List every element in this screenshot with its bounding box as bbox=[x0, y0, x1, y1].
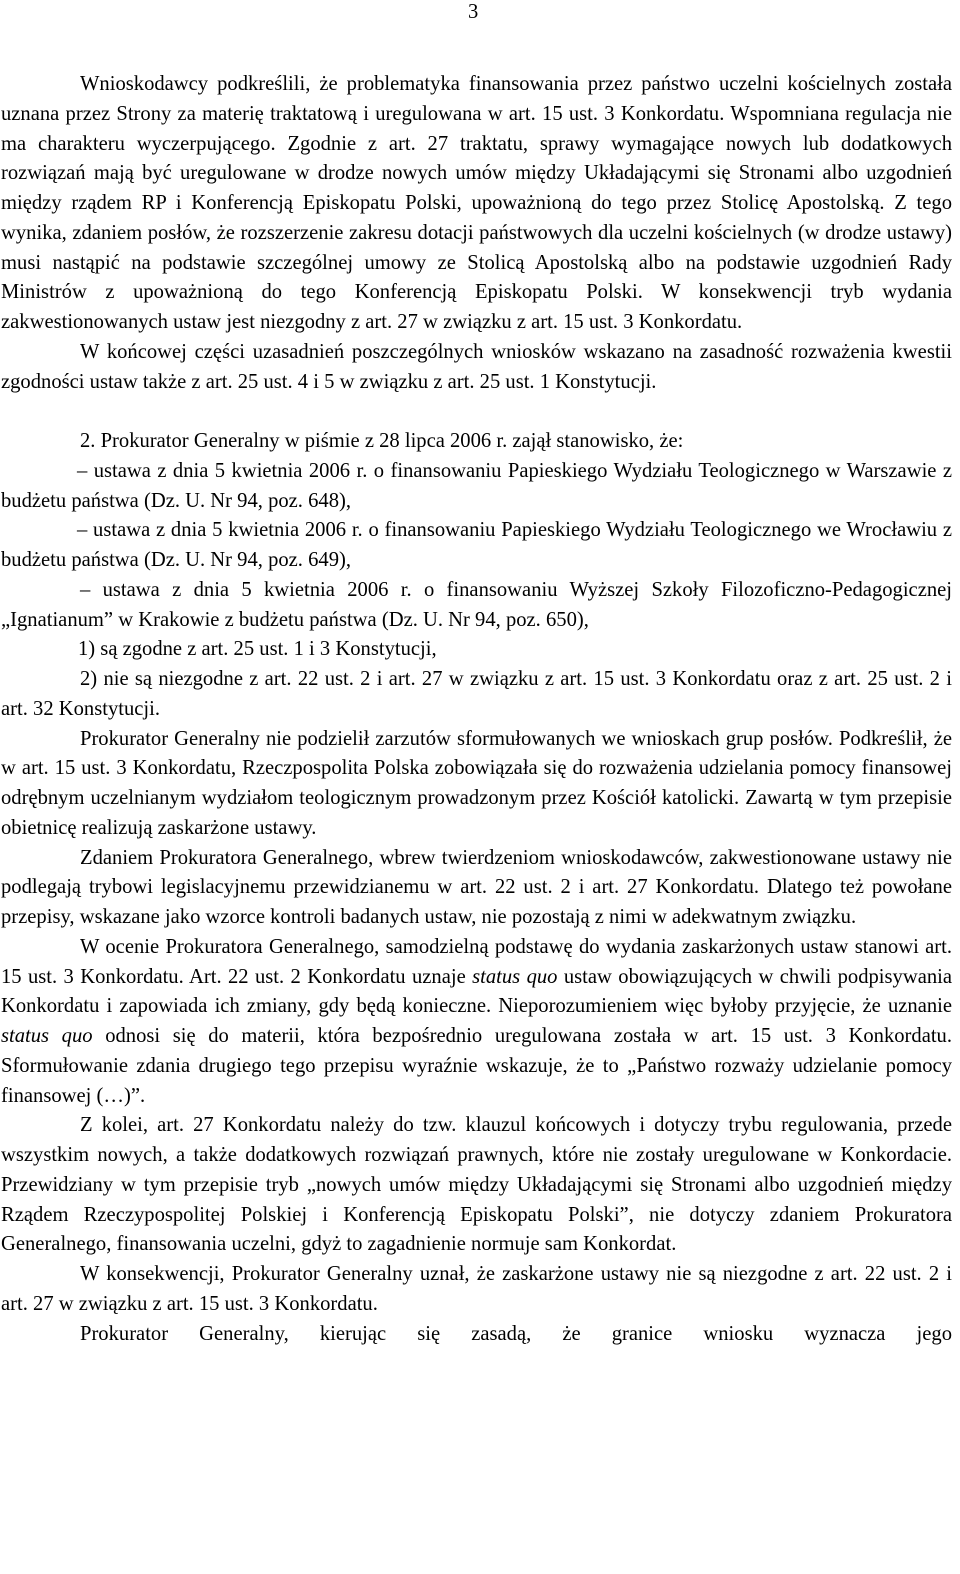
numbered-item: 2) nie są niezgodne z art. 22 ust. 2 i art. 27 w związku z art. 15 ust. 3 Konkordatu oraz z art. 25 ust. 2 i art. 32 Konstytucji. bbox=[1, 668, 952, 720]
section-heading: 2. Prokurator Generalny w piśmie z 28 lipca 2006 r. zajął stanowisko, że: bbox=[80, 430, 684, 452]
paragraph: W konsekwencji, Prokurator Generalny uznał, że zaskarżone ustawy nie są niezgodne z art. 22 ust. 2 i art. 27 w związku z art. 15 ust. 3 Konkordatu. bbox=[1, 1263, 952, 1315]
paragraph: Prokurator Generalny, kierując się zasadą, że granice wniosku wyznacza jego bbox=[80, 1322, 952, 1345]
paragraph: W końcowej części uzasadnień poszczególnych wniosków wskazano na zasadność rozważenia kwestii zgodności ustaw także z art. 25 ust. 4 i 5 w związku z art. 25 ust. 1 Konstytucji. bbox=[1, 340, 952, 393]
paragraph-text: W ocenie Prokuratora Generalnego, samodzielną podstawę do wydania zaskarżonych ustaw stanowi art. 15 ust. 3 Konkordatu. Art. 22 ust. 2 Konkordatu uznaje bbox=[1, 935, 952, 988]
numbered-item: 1) są zgodne z art. 25 ust. 1 i 3 Konstytucji, bbox=[78, 638, 437, 661]
list-item: – ustawa z dnia 5 kwietnia 2006 r. o finansowaniu Papieskiego Wydziału Teologicznego w Warszawie z budżetu państwa (Dz. U. Nr 94, poz. 648), bbox=[1, 459, 952, 512]
paragraph: Zdaniem Prokuratora Generalnego, wbrew twierdzeniom wnioskodawców, zakwestionowane ustawy nie podlegają trybowi legislacyjnemu przewidzianemu w art. 22 ust. 2 i art. 27 Konkordatu. Dlatego też powołane przepisy, wskazane jako wzorce kontroli badanych ustaw, nie pozostają z nimi w adekwatnym związku. bbox=[1, 846, 952, 928]
list-item: – ustawa z dnia 5 kwietnia 2006 r. o finansowaniu Papieskiego Wydziału Teologicznego we Wrocławiu z budżetu państwa (Dz. U. Nr 94, poz. 649), bbox=[1, 519, 952, 571]
italic-term: status quo bbox=[1, 1025, 93, 1047]
list-item: – ustawa z dnia 5 kwietnia 2006 r. o finansowaniu Wyższej Szkoły Filozoficzno-Pedagogicznej „Ignatianum” w Krakowie z budżetu państwa (Dz. U. Nr 94, poz. 650), bbox=[1, 578, 952, 631]
page-number: 3 bbox=[468, 1, 479, 23]
italic-term: status quo bbox=[472, 965, 558, 988]
paragraph-text: odnosi się do materii, która bezpośrednio uregulowana została w art. 15 ust. 3 Konkordatu. Sformułowanie zdania drugiego tego przepisu wyraźnie wskazuje, że to „Państwo rozważy udzielanie pomocy finansowej (…)”. bbox=[1, 1025, 953, 1107]
document-body bbox=[1, 70, 952, 1349]
paragraph-text: ustaw obowiązujących w chwili podpisywania Konkordatu i zapowiada ich zmiany, gdy będą konieczne. Nieporozumieniem więc byłoby przyjęcie, że uznanie bbox=[1, 965, 953, 1018]
paragraph: Prokurator Generalny nie podzielił zarzutów sformułowanych we wnioskach grup posłów. Podkreślił, że w art. 15 ust. 3 Konkordatu, Rzeczpospolita Polska zobowiązała się do rozważenia udzielania pomocy finansowej odrębnym uczelnianym wydziałom teologicznym prowadzonym przez Kościół katolicki. Zawartą w tym przepisie obietnicę realizują zaskarżone ustawy. bbox=[1, 727, 952, 839]
paragraph: Z kolei, art. 27 Konkordatu należy do tzw. klauzul końcowych i dotyczy trybu regulowania, przede wszystkim nowych, a także dodatkowych rozwiązań prawnych, które nie zostały uregulowane w Konkordacie. Przewidziany w tym przepisie tryb „nowych umów między Układającymi się Stronami albo uzgodnień między Rządem Rzeczypospolitej Polskiej i Konferencją Episkopatu Polski”, nie dotyczy zdaniem Prokuratora Generalnego, finansowania uczelni, gdyż to zagadnienie normuje sam Konkordat. bbox=[1, 1114, 952, 1256]
paragraph bbox=[1, 933, 952, 1112]
paragraph: Wnioskodawcy podkreślili, że problematyka finansowania przez państwo uczelni kościelnych została uznana przez Strony za materię traktatową i uregulowana w art. 15 ust. 3 Konkordatu. Wspomniana regulacja nie ma charakteru wyczerpującego. Zgodnie z art. 27 traktatu, sprawy wymagające nowych lub dodatkowych rozwiązań mają być uregulowane w drodze nowych umów między Układającymi się Stronami albo uzgodnień między rządem RP i Konferencją Episkopatu Polski, upoważnioną do tego przez Stolicę Apostolską. Z tego wynika, zdaniem posłów, że rozszerzenie zakresu dotacji państwowych dla uczelni kościelnych (w drodze ustawy) musi nastąpić na podstawie szczególnej umowy ze Stolicą Apostolską albo na podstawie uzgodnień Rady Ministrów z upoważnioną do tego Konferencją Episkopatu Polski. W konsekwencji tryb wydania zakwestionowanych ustaw jest niezgodny z art. 27 w związku z art. 15 ust. 3 Konkordatu. bbox=[1, 73, 952, 333]
paragraph-spacer bbox=[1, 397, 952, 427]
